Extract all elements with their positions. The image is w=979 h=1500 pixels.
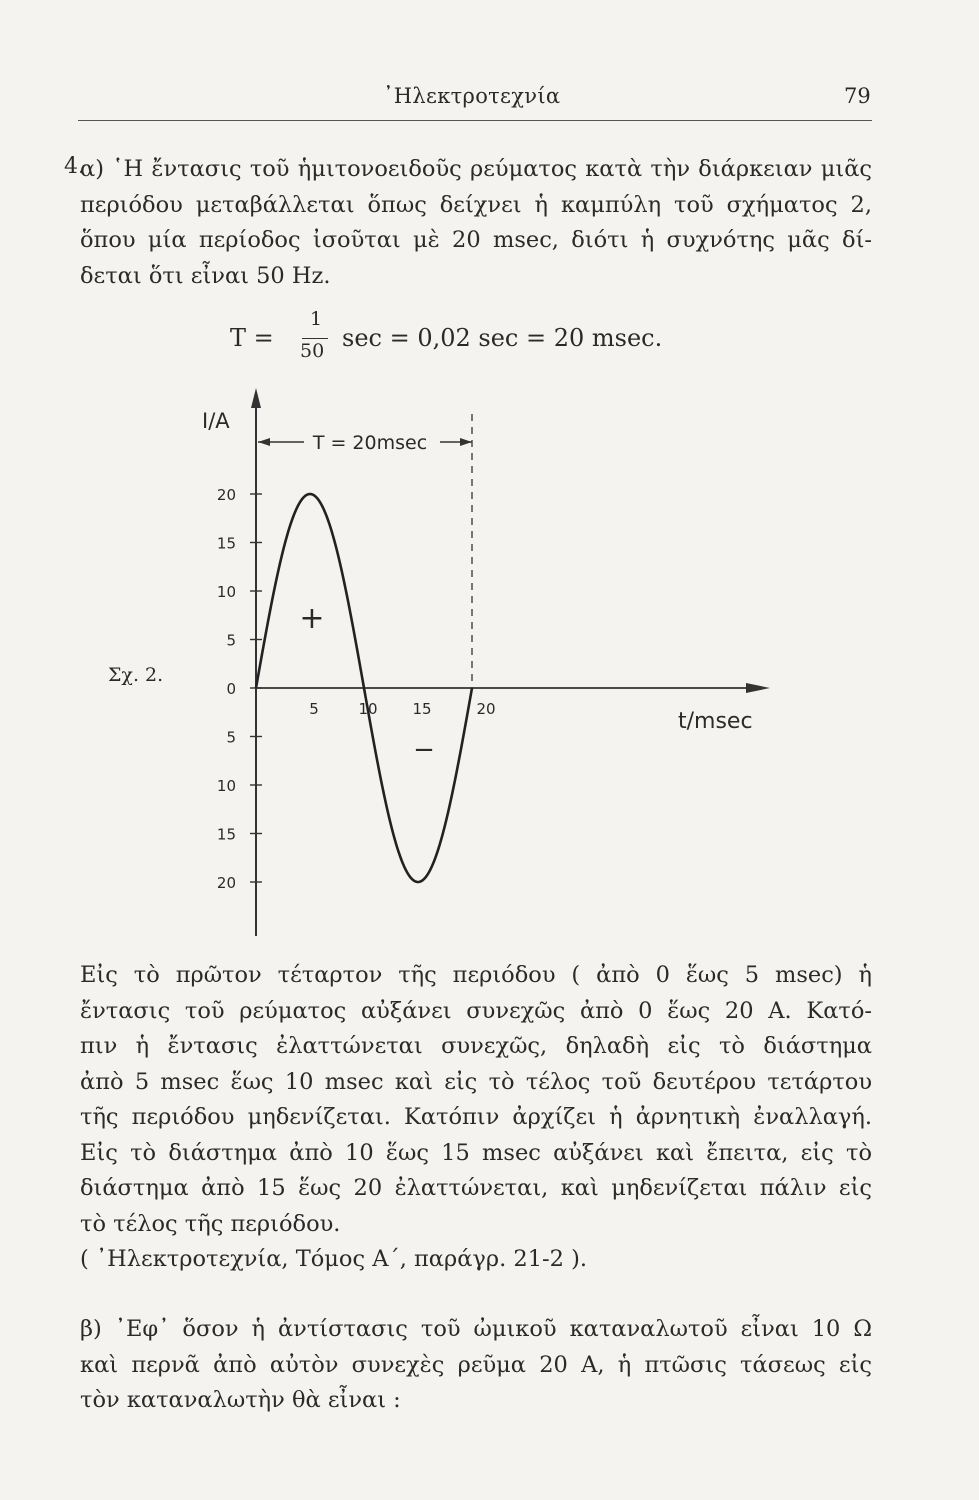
page-number: 79 xyxy=(844,84,871,108)
text-line: ἀπὸ 5 msec ἕως 10 msec καὶ εἰς τὸ τέλος τοῦ δευτέρου τετάρτου xyxy=(80,1068,872,1095)
y-tick-label: 10 xyxy=(216,777,236,795)
text-line: δεται ὅτι εἶναι 50 Hz. xyxy=(80,262,331,289)
formula-denominator: 50 xyxy=(300,340,325,362)
y-tick-label: 10 xyxy=(216,583,236,601)
paragraph-body xyxy=(80,958,872,1242)
text-line: ὅπου μία περίοδος ἰσοῦται μὲ 20 msec, διότι ἡ συχνότης μᾶς δί- xyxy=(80,227,872,253)
negative-half-sign: − xyxy=(413,735,435,765)
text-line: περιόδου μεταβάλλεται ὅπως δείχνει ἡ καμπύλη τοῦ σχήματος 2, xyxy=(80,191,872,218)
header-rule xyxy=(78,120,872,121)
y-tick-label: 20 xyxy=(216,486,236,504)
figure-label: Σχ. 2. xyxy=(108,664,164,686)
y-tick-label: 5 xyxy=(226,728,236,747)
text-line: πιν ἡ ἔντασις ἐλαττώνεται συνεχῶς, δηλαδὴ εἰς τὸ διάστημα xyxy=(80,1033,872,1059)
text-line: τὸν καταναλωτὴν θὰ εἶναι : xyxy=(80,1387,401,1413)
y-axis-label: I/A xyxy=(202,409,230,433)
y-tick-label: 0 xyxy=(226,680,236,698)
text-line: Εἰς τὸ πρῶτον τέταρτον τῆς περιόδου ( ἀπὸ 0 ἕως 5 msec) ἡ xyxy=(80,962,872,988)
page-header xyxy=(0,84,979,114)
reference-text: ( ᾿Ηλεκτροτεχνία, Τόμος Α΄, παράγρ. 21-2 ). xyxy=(80,1246,588,1272)
text-line: ἔντασις τοῦ ρεύματος αὐξάνει συνεχῶς ἀπὸ 0 ἕως 20 A. Κατό- xyxy=(80,997,872,1024)
positive-half-sign: + xyxy=(299,601,325,636)
formula-rhs: sec = 0,02 sec = 20 msec. xyxy=(342,324,663,352)
y-axis-arrow xyxy=(251,388,261,408)
reference-line xyxy=(80,1242,872,1278)
running-title: ᾿Ηλεκτροτεχνία xyxy=(383,84,561,108)
x-tick-label: 20 xyxy=(476,700,496,718)
formula-lhs: T = xyxy=(230,324,274,352)
x-axis-arrow xyxy=(746,683,770,693)
text-line: α) ῾Η ἔντασις τοῦ ἡμιτονοειδοῦς ρεύματος κατὰ τὴν διάρκειαν μιᾶς xyxy=(80,156,872,182)
x-tick-label: 10 xyxy=(358,700,378,718)
chart-ticks xyxy=(217,486,496,892)
x-tick-label: 15 xyxy=(412,700,432,718)
paragraph-beta xyxy=(80,1312,872,1419)
text-line: Εἰς τὸ διάστημα ἀπὸ 10 ἕως 15 msec αὐξάνει καὶ ἔπειτα, εἰς τὸ xyxy=(80,1139,872,1166)
period-arrowhead-left xyxy=(258,438,270,446)
fraction-bar xyxy=(302,338,328,339)
text-line: τὸ τέλος τῆς περιόδου. xyxy=(80,1210,341,1237)
text-line: β) ᾿Εφ᾿ ὅσον ἡ ἀντίστασις τοῦ ὠμικοῦ καταναλωτοῦ εἶναι 10 Ω xyxy=(80,1316,872,1342)
y-tick-label: 5 xyxy=(226,631,236,650)
text-line: τῆς περιόδου μηδενίζεται. Κατόπιν ἀρχίζει ἡ ἀρνητικὴ ἐναλλαγή. xyxy=(80,1104,872,1130)
text-line: καὶ περνᾶ ἀπὸ αὐτὸν συνεχὲς ρεῦμα 20 A, ἡ πτῶσις τάσεως εἰς xyxy=(80,1351,872,1378)
text-line: διάστημα ἀπὸ 15 ἕως 20 ἐλαττώνεται, καὶ μηδενίζεται πάλιν εἰς xyxy=(80,1175,872,1201)
problem-number: 4. xyxy=(64,154,85,179)
x-tick-label: 5 xyxy=(309,700,319,718)
period-formula xyxy=(230,308,710,368)
y-tick-label: 20 xyxy=(216,874,236,892)
y-tick-label: 15 xyxy=(216,825,236,844)
chart-axes xyxy=(251,388,770,936)
formula-numerator: 1 xyxy=(310,308,323,330)
x-axis-label: t/msec xyxy=(678,709,753,734)
paragraph-alpha xyxy=(80,152,872,294)
period-arrowhead-right xyxy=(460,438,472,446)
sine-current-chart xyxy=(180,380,820,940)
y-tick-label: 15 xyxy=(216,534,236,553)
period-annotation: T = 20msec xyxy=(312,432,428,454)
